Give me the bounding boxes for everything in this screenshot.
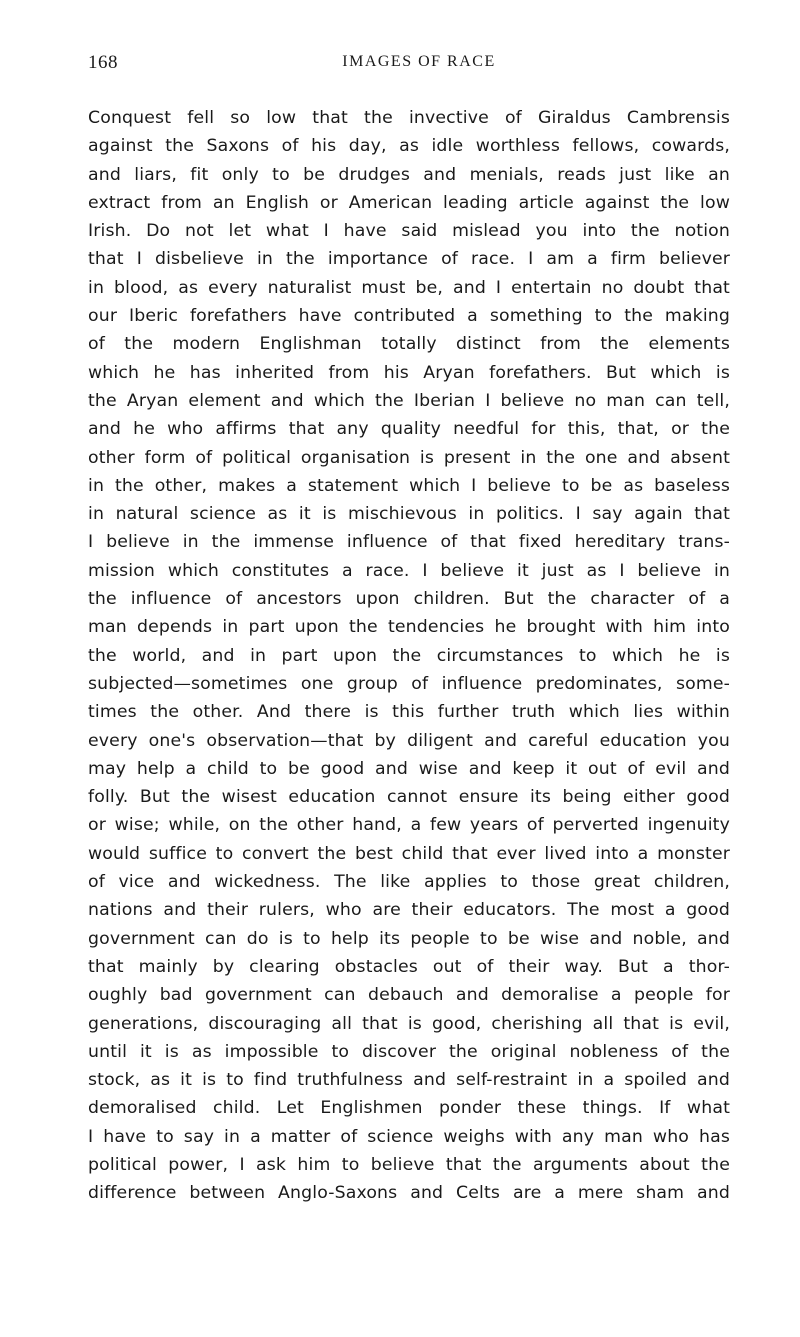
text-line: may help a child to be good and wise and keep it out of evil and bbox=[88, 758, 730, 779]
text-line: Irish. Do not let what I have said mislead you into the notion bbox=[88, 221, 730, 242]
text-line: in natural science as it is mischievous in politics. I say again that bbox=[88, 504, 730, 525]
text-line: would suffice to convert the best child that ever lived into a monster bbox=[88, 843, 730, 864]
text-line: our Iberic forefathers have contributed a something to the making bbox=[88, 306, 730, 327]
text-line: government can do is to help its people to be wise and noble, and bbox=[88, 928, 730, 949]
text-line: until it is as impossible to discover the original nobleness of the bbox=[88, 1041, 730, 1062]
text-line: nations and their rulers, who are their educators. The most a good bbox=[88, 900, 730, 921]
running-title: IMAGES OF RACE bbox=[342, 53, 496, 70]
text-line: man depends in part upon the tendencies he brought with him into bbox=[88, 617, 730, 638]
text-line: or wise; while, on the other hand, a few years of perverted ingenuity bbox=[88, 815, 730, 836]
text-line: political power, I ask him to believe that the arguments about the bbox=[88, 1154, 730, 1175]
book-page bbox=[88, 52, 730, 1208]
text-line: demoralised child. Let Englishmen ponder these things. If what bbox=[88, 1098, 730, 1119]
text-line: folly. But the wisest education cannot ensure its being either good bbox=[88, 787, 730, 808]
text-line: extract from an English or American leading article against the low bbox=[88, 192, 730, 213]
text-line: that I disbelieve in the importance of race. I am a firm believer bbox=[88, 249, 730, 270]
text-line: mission which constitutes a race. I believe it just as I believe in bbox=[88, 560, 730, 581]
text-line: in the other, makes a statement which I believe to be as baseless bbox=[88, 475, 730, 496]
text-line: against the Saxons of his day, as idle worthless fellows, cowards, bbox=[88, 136, 730, 157]
text-line: of the modern Englishman totally distinct from the elements bbox=[88, 334, 730, 355]
text-line: other form of political organisation is present in the one and absent bbox=[88, 447, 730, 468]
running-head bbox=[88, 52, 730, 80]
text-line: the Aryan element and which the Iberian I believe no man can tell, bbox=[88, 390, 730, 411]
text-line: and he who affirms that any quality needful for this, that, or the bbox=[88, 419, 730, 440]
text-line: generations, discouraging all that is good, cherishing all that is evil, bbox=[88, 1013, 730, 1034]
text-line: in blood, as every naturalist must be, and I entertain no doubt that bbox=[88, 277, 730, 298]
text-line: times the other. And there is this further truth which lies within bbox=[88, 702, 730, 723]
text-line: the world, and in part upon the circumstances to which he is bbox=[88, 645, 730, 666]
text-line: I believe in the immense influence of that fixed hereditary trans- bbox=[88, 532, 730, 553]
text-line: subjected—sometimes one group of influence predominates, some- bbox=[88, 673, 730, 694]
text-line: stock, as it is to find truthfulness and self-restraint in a spoiled and bbox=[88, 1070, 730, 1091]
text-line: I have to say in a matter of science weighs with any man who has bbox=[88, 1126, 730, 1147]
text-line: that mainly by clearing obstacles out of their way. But a thor- bbox=[88, 956, 730, 977]
text-line: which he has inherited from his Aryan forefathers. But which is bbox=[88, 362, 730, 383]
text-line: and liars, fit only to be drudges and menials, reads just like an bbox=[88, 164, 730, 185]
body-text bbox=[88, 104, 730, 1208]
text-line: every one's observation—that by diligent and careful education you bbox=[88, 730, 730, 751]
page-number: 168 bbox=[88, 52, 118, 73]
text-line: difference between Anglo-Saxons and Celts are a mere sham and bbox=[88, 1183, 730, 1204]
text-line: of vice and wickedness. The like applies to those great children, bbox=[88, 872, 730, 893]
text-line: Conquest fell so low that the invective of Giraldus Cambrensis bbox=[88, 108, 730, 128]
text-line: oughly bad government can debauch and demoralise a people for bbox=[88, 985, 730, 1006]
text-line: the influence of ancestors upon children. But the character of a bbox=[88, 589, 730, 610]
